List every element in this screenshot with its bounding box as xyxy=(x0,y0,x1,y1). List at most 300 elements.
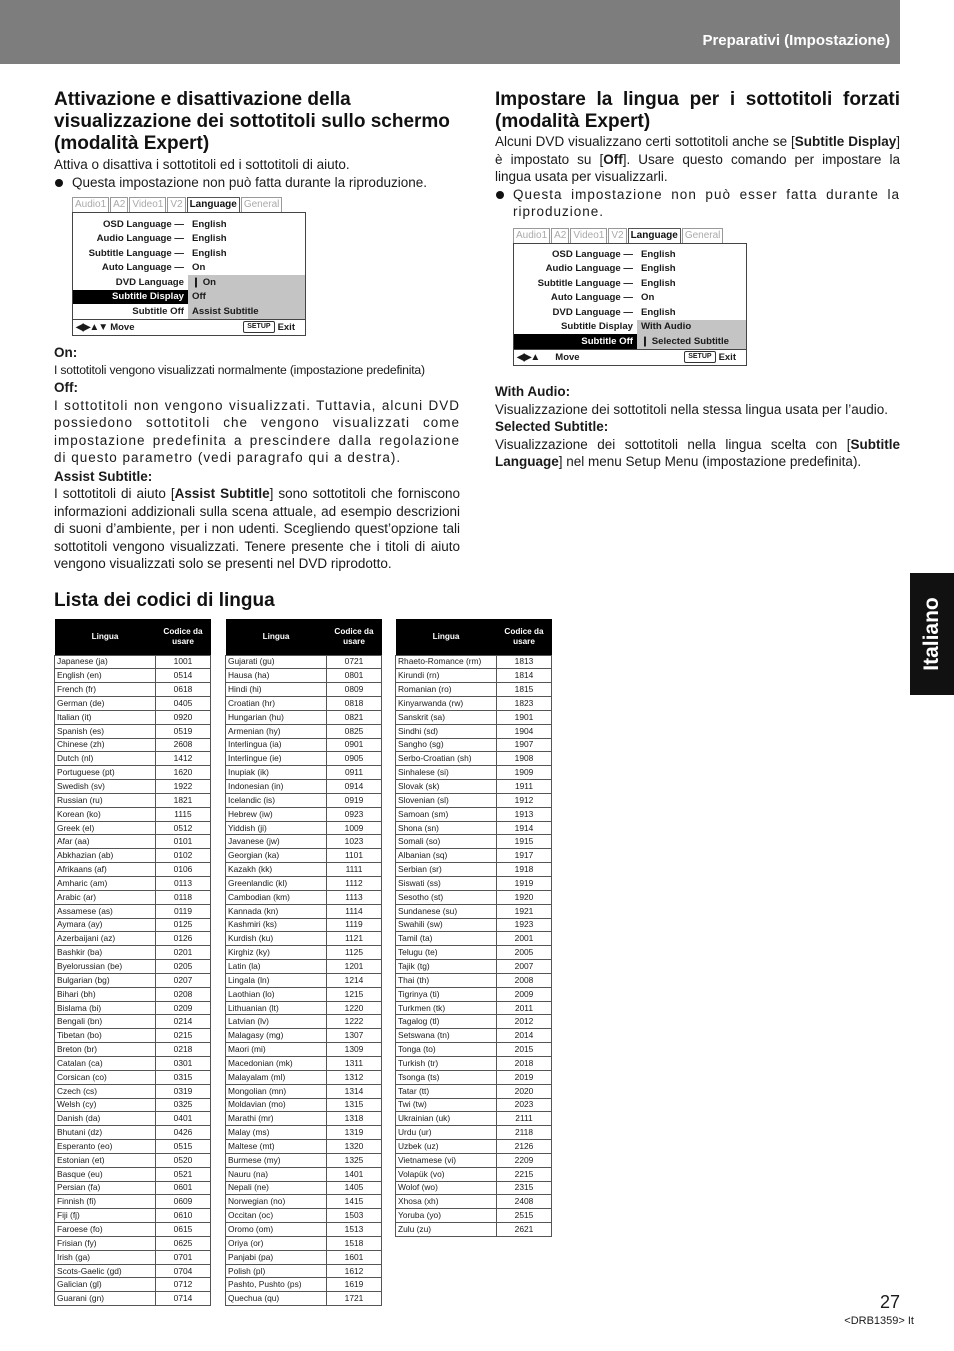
osd-tab-v2: V2 xyxy=(608,228,626,243)
language-code: 1921 xyxy=(497,904,552,918)
language-name: Tagalog (tl) xyxy=(396,1015,497,1029)
left-section-title: Attivazione e disattivazione della visualizzazione dei sottotitoli sullo schermo (modalità Expert) xyxy=(54,89,450,154)
osd-row-label: DVD Language xyxy=(115,276,184,288)
left-descriptions xyxy=(54,344,460,573)
osd-tab-audio1: Audio1 xyxy=(513,228,550,243)
assist-text: I sottotitoli di aiuto [Assist Subtitle] sono sottotitoli che forniscono informazioni addizionali sulla scena attuale, ad esempio descrizioni di suoni d’ambiente, per i non udenti. Scegliendo quest’opzione tali sottotitoli vengono visualizzati. Tenere presente che i titoli di aiuto vengono visualizzati solo se presenti nel DVD riprodotto. xyxy=(54,486,461,571)
language-name: Laothian (lo) xyxy=(226,987,327,1001)
language-name: Serbo-Croatian (sh) xyxy=(396,752,497,766)
language-code: 1315 xyxy=(327,1098,382,1112)
language-name: Italian (it) xyxy=(55,710,156,724)
language-name: Wolof (wo) xyxy=(396,1181,497,1195)
language-code: 2126 xyxy=(497,1140,552,1154)
table-row xyxy=(55,724,211,738)
table-row xyxy=(396,918,552,932)
language-name: Bengali (bn) xyxy=(55,1015,156,1029)
language-name: Macedonian (mk) xyxy=(226,1056,327,1070)
table-row xyxy=(55,877,211,891)
table-row xyxy=(55,1043,211,1057)
osd-row xyxy=(514,320,746,335)
language-code: 1503 xyxy=(327,1209,382,1223)
language-code: 1314 xyxy=(327,1084,382,1098)
table-row xyxy=(226,1001,382,1015)
language-code: 1919 xyxy=(497,877,552,891)
osd-row xyxy=(73,290,305,305)
table-row xyxy=(55,1098,211,1112)
language-code: 1112 xyxy=(327,877,382,891)
osd-row-label: Subtitle Language — xyxy=(88,247,184,259)
language-name: Hindi (hi) xyxy=(226,683,327,697)
off-text: I sottotitoli non vengono visualizzati. Tuttavia, alcuni DVD possiedono sottotitoli che vengono visualizzati come impostazione predefinita a prescindere dalla regolazione di questo parametro (vedi paragrafo qui a destra). xyxy=(54,397,460,465)
language-name: Esperanto (eo) xyxy=(55,1140,156,1154)
language-name: Tatar (tt) xyxy=(396,1084,497,1098)
language-name: Serbian (sr) xyxy=(396,863,497,877)
language-code: 0201 xyxy=(156,946,211,960)
table-row xyxy=(396,1001,552,1015)
language-code: 0405 xyxy=(156,697,211,711)
language-code: 1920 xyxy=(497,890,552,904)
language-name: Maltese (mt) xyxy=(226,1140,327,1154)
language-name: Burmese (my) xyxy=(226,1153,327,1167)
table-row xyxy=(396,890,552,904)
table-row xyxy=(55,1278,211,1292)
osd-tab-v2: V2 xyxy=(167,197,185,212)
language-name: Tonga (to) xyxy=(396,1043,497,1057)
column-header-code: Codice da usare xyxy=(327,619,382,655)
osd-row-label: Subtitle Display xyxy=(561,321,633,333)
table-row xyxy=(396,724,552,738)
language-code: 0901 xyxy=(327,738,382,752)
language-name: Icelandic (is) xyxy=(226,793,327,807)
table-row xyxy=(396,1167,552,1181)
language-code: 1115 xyxy=(156,807,211,821)
language-code-table-3 xyxy=(395,619,552,1237)
language-name: Korean (ko) xyxy=(55,807,156,821)
language-name: Chinese (zh) xyxy=(55,738,156,752)
language-code: 2020 xyxy=(497,1084,552,1098)
language-name: Sesotho (st) xyxy=(396,890,497,904)
table-row xyxy=(55,918,211,932)
language-code: 1113 xyxy=(327,890,382,904)
table-row xyxy=(226,960,382,974)
table-row xyxy=(226,849,382,863)
language-name: Armenian (hy) xyxy=(226,724,327,738)
language-name: Gujarati (gu) xyxy=(226,655,327,669)
table-row xyxy=(226,780,382,794)
table-row xyxy=(226,877,382,891)
osd-row xyxy=(514,334,746,349)
assist-label: Assist Subtitle: xyxy=(54,468,153,484)
language-code: 0118 xyxy=(156,890,211,904)
table-row xyxy=(396,655,552,669)
table-row xyxy=(396,1209,552,1223)
table-row xyxy=(396,752,552,766)
left-intro-text: Attiva o disattiva i sottotitoli ed i sottotitoli di aiuto. xyxy=(54,157,350,172)
table-row xyxy=(226,1181,382,1195)
language-name: Rhaeto-Romance (rm) xyxy=(396,655,497,669)
language-code: 1823 xyxy=(497,697,552,711)
table-row xyxy=(55,946,211,960)
table-row xyxy=(55,1181,211,1195)
language-name: Occitan (oc) xyxy=(226,1209,327,1223)
language-name: Xhosa (xh) xyxy=(396,1195,497,1209)
language-code: 2015 xyxy=(497,1043,552,1057)
language-name: Estonian (et) xyxy=(55,1153,156,1167)
language-name: Faroese (fo) xyxy=(55,1223,156,1237)
table-row xyxy=(55,1084,211,1098)
language-code: 1214 xyxy=(327,973,382,987)
language-name: Czech (cs) xyxy=(55,1084,156,1098)
osd-row xyxy=(514,247,746,262)
table-row xyxy=(55,1029,211,1043)
language-code: 2007 xyxy=(497,960,552,974)
language-name: Siswati (ss) xyxy=(396,877,497,891)
table-row xyxy=(55,793,211,807)
language-code: 0914 xyxy=(327,780,382,794)
osd-row-label: DVD Language — xyxy=(552,306,633,318)
language-code: 2009 xyxy=(497,987,552,1001)
table-row xyxy=(226,1140,382,1154)
language-code: 1907 xyxy=(497,738,552,752)
table-row xyxy=(226,669,382,683)
header-bar xyxy=(0,0,900,64)
setup-key-icon: SETUP xyxy=(243,321,274,333)
table-row xyxy=(226,1264,382,1278)
table-row xyxy=(396,683,552,697)
language-code: 0601 xyxy=(156,1181,211,1195)
language-code: 0920 xyxy=(156,710,211,724)
language-code: 0704 xyxy=(156,1264,211,1278)
language-name: Basque (eu) xyxy=(55,1167,156,1181)
language-code: 1309 xyxy=(327,1043,382,1057)
table-row xyxy=(226,1029,382,1043)
table-row xyxy=(396,960,552,974)
language-code: 1815 xyxy=(497,683,552,697)
language-code: 2018 xyxy=(497,1056,552,1070)
language-name: Sinhalese (si) xyxy=(396,766,497,780)
table-row xyxy=(226,1209,382,1223)
language-name: Irish (ga) xyxy=(55,1250,156,1264)
language-name: Somali (so) xyxy=(396,835,497,849)
right-intro-text: Alcuni DVD visualizzano certi sottotitoli anche se [Subtitle Display] è impostato su [Off]. Usare questo comando per impostare la lingua usata per visualizzarli. xyxy=(495,134,900,184)
language-name: Lingala (ln) xyxy=(226,973,327,987)
language-code: 0214 xyxy=(156,1015,211,1029)
language-code: 0301 xyxy=(156,1056,211,1070)
table-row xyxy=(55,655,211,669)
language-name: Telugu (te) xyxy=(396,946,497,960)
language-name: Amharic (am) xyxy=(55,877,156,891)
language-code: 0426 xyxy=(156,1126,211,1140)
language-name: Indonesian (in) xyxy=(226,780,327,794)
table-row xyxy=(226,697,382,711)
language-code: 1101 xyxy=(327,849,382,863)
language-name: Galician (gl) xyxy=(55,1278,156,1292)
table-row xyxy=(396,946,552,960)
column-header-language: Lingua xyxy=(226,619,327,655)
table-row xyxy=(55,1292,211,1306)
osd-row xyxy=(73,246,305,261)
language-code: 1405 xyxy=(327,1181,382,1195)
language-name: Byelorussian (be) xyxy=(55,960,156,974)
language-name: Malay (ms) xyxy=(226,1126,327,1140)
language-name: Sundanese (su) xyxy=(396,904,497,918)
language-name: Afrikaans (af) xyxy=(55,863,156,877)
language-name: Azerbaijani (az) xyxy=(55,932,156,946)
page-number: 27 xyxy=(880,1292,901,1312)
table-row xyxy=(226,918,382,932)
table-row xyxy=(226,1098,382,1112)
language-code: 0102 xyxy=(156,849,211,863)
language-code: 2011 xyxy=(497,1001,552,1015)
osd-row-value: Off xyxy=(188,290,305,305)
language-name: Guarani (gn) xyxy=(55,1292,156,1306)
language-name: Pashto, Pushto (ps) xyxy=(226,1278,327,1292)
language-code: 1912 xyxy=(497,793,552,807)
osd-row-label: Subtitle Language — xyxy=(537,277,633,289)
language-name: Hebrew (iw) xyxy=(226,807,327,821)
language-code: 2008 xyxy=(497,973,552,987)
language-name: Russian (ru) xyxy=(55,793,156,807)
language-code: 1901 xyxy=(497,710,552,724)
osd-bottom-bar xyxy=(514,349,746,365)
document-code: <DRB1359> It xyxy=(844,1315,914,1327)
column-header-code: Codice da usare xyxy=(497,619,552,655)
language-code: 0514 xyxy=(156,669,211,683)
language-code: 0519 xyxy=(156,724,211,738)
language-name: Kazakh (kk) xyxy=(226,863,327,877)
right-section-title: Impostare la lingua per i sottotitoli forzati (modalità Expert) xyxy=(495,89,900,132)
table-row xyxy=(396,1070,552,1084)
language-code: 2215 xyxy=(497,1167,552,1181)
language-code: 0721 xyxy=(327,655,382,669)
language-name: Samoan (sm) xyxy=(396,807,497,821)
table-row xyxy=(396,877,552,891)
language-name: Abkhazian (ab) xyxy=(55,849,156,863)
language-name: Frisian (fy) xyxy=(55,1236,156,1250)
language-name: Twi (tw) xyxy=(396,1098,497,1112)
table-row xyxy=(226,987,382,1001)
language-code: 0701 xyxy=(156,1250,211,1264)
language-name: Javanese (jw) xyxy=(226,835,327,849)
language-code: 0101 xyxy=(156,835,211,849)
language-name: Bashkir (ba) xyxy=(55,946,156,960)
language-name: Finnish (fi) xyxy=(55,1195,156,1209)
off-label: Off: xyxy=(54,380,78,395)
language-code: 0809 xyxy=(327,683,382,697)
language-name: Tsonga (ts) xyxy=(396,1070,497,1084)
language-name: Croatian (hr) xyxy=(226,697,327,711)
table-row xyxy=(226,724,382,738)
language-code: 2111 xyxy=(497,1112,552,1126)
language-name: Hungarian (hu) xyxy=(226,710,327,724)
language-code: 2012 xyxy=(497,1015,552,1029)
osd-row xyxy=(514,276,746,291)
language-code: 2621 xyxy=(497,1223,552,1237)
table-row xyxy=(55,1112,211,1126)
table-row xyxy=(396,1112,552,1126)
osd-row-label: OSD Language — xyxy=(551,248,633,260)
table-row xyxy=(55,669,211,683)
language-name: Inupiak (ik) xyxy=(226,766,327,780)
language-code: 2118 xyxy=(497,1126,552,1140)
language-name: Mongolian (mn) xyxy=(226,1084,327,1098)
arrow-keys-icon: ◀▶▲ xyxy=(517,351,540,363)
language-code: 1619 xyxy=(327,1278,382,1292)
table-row xyxy=(226,738,382,752)
table-row xyxy=(396,738,552,752)
table-row xyxy=(396,766,552,780)
osd-tab-language: Language xyxy=(628,228,681,243)
osd-tabs xyxy=(513,228,747,243)
osd-row-value: English xyxy=(641,263,676,275)
left-bullet: Questa impostazione non può fatta durante la riproduzione. xyxy=(54,174,459,192)
language-code: 1513 xyxy=(327,1223,382,1237)
language-side-tab xyxy=(910,573,954,695)
language-code: 0106 xyxy=(156,863,211,877)
table-row xyxy=(396,987,552,1001)
language-name: Dutch (nl) xyxy=(55,752,156,766)
language-name: Romanian (ro) xyxy=(396,683,497,697)
table-row xyxy=(226,1070,382,1084)
table-row xyxy=(226,1084,382,1098)
table-row xyxy=(226,1126,382,1140)
codes-title: Lista dei codici di lingua xyxy=(54,590,275,611)
on-text: I sottotitoli vengono visualizzati normalmente (impostazione predefinita) xyxy=(54,362,425,377)
table-row xyxy=(55,1140,211,1154)
language-name: Bulgarian (bg) xyxy=(55,973,156,987)
table-row xyxy=(226,807,382,821)
table-row xyxy=(55,1153,211,1167)
language-name: English (en) xyxy=(55,669,156,683)
table-row xyxy=(396,1043,552,1057)
language-name: Shona (sn) xyxy=(396,821,497,835)
table-row xyxy=(226,821,382,835)
language-code: 1318 xyxy=(327,1112,382,1126)
language-name: Quechua (qu) xyxy=(226,1292,327,1306)
table-row xyxy=(226,1292,382,1306)
table-row xyxy=(396,973,552,987)
language-name: Malayalam (ml) xyxy=(226,1070,327,1084)
language-name: Tibetan (bo) xyxy=(55,1029,156,1043)
table-row xyxy=(226,1236,382,1250)
arrow-keys-icon: ◀▶▲▼ xyxy=(76,321,108,333)
language-name: Moldavian (mo) xyxy=(226,1098,327,1112)
language-name: Tajik (tg) xyxy=(396,960,497,974)
language-name: Turkish (tr) xyxy=(396,1056,497,1070)
language-name: Latin (la) xyxy=(226,960,327,974)
language-name: Yiddish (ji) xyxy=(226,821,327,835)
language-code: 0119 xyxy=(156,904,211,918)
language-code: 1620 xyxy=(156,766,211,780)
table-row xyxy=(396,1181,552,1195)
table-row xyxy=(396,821,552,835)
osd-row-value: English xyxy=(641,277,676,289)
language-name: Danish (da) xyxy=(55,1112,156,1126)
language-name: Malagasy (mg) xyxy=(226,1029,327,1043)
selected-subtitle-text: Visualizzazione dei sottotitoli nella lingua scelta con [Subtitle Language] nel menu Setup Menu (impostazione predefinita). xyxy=(495,436,900,469)
language-name: Bihari (bh) xyxy=(55,987,156,1001)
language-name: Kashmiri (ks) xyxy=(226,918,327,932)
table-row xyxy=(55,1056,211,1070)
table-row xyxy=(55,1236,211,1250)
language-code: 0615 xyxy=(156,1223,211,1237)
language-name: Portuguese (pt) xyxy=(55,766,156,780)
with-audio-text: Visualizzazione dei sottotitoli nella stessa lingua usata per l’audio. xyxy=(495,401,888,417)
language-code: 0825 xyxy=(327,724,382,738)
language-name: Turkmen (tk) xyxy=(396,1001,497,1015)
language-code: 1121 xyxy=(327,932,382,946)
language-code: 1922 xyxy=(156,780,211,794)
language-code: 1023 xyxy=(327,835,382,849)
osd-exit-label: Exit xyxy=(277,321,295,333)
table-row xyxy=(226,683,382,697)
osd-row xyxy=(73,217,305,232)
language-code: 1908 xyxy=(497,752,552,766)
language-name: Nauru (na) xyxy=(226,1167,327,1181)
osd-move-label: Move xyxy=(110,321,135,333)
language-code: 2209 xyxy=(497,1153,552,1167)
language-code: 0818 xyxy=(327,697,382,711)
language-code: 1215 xyxy=(327,987,382,1001)
osd-row-value: English xyxy=(192,218,227,230)
table-row xyxy=(226,710,382,724)
table-row xyxy=(55,752,211,766)
osd-row xyxy=(73,275,305,290)
language-code: 1311 xyxy=(327,1056,382,1070)
table-row xyxy=(396,904,552,918)
table-row xyxy=(226,793,382,807)
table-row xyxy=(396,1126,552,1140)
table-row xyxy=(55,973,211,987)
table-row xyxy=(396,697,552,711)
language-code: 0609 xyxy=(156,1195,211,1209)
language-code: 0911 xyxy=(327,766,382,780)
table-row xyxy=(226,1153,382,1167)
language-name: Spanish (es) xyxy=(55,724,156,738)
osd-tabs xyxy=(72,197,306,212)
table-row xyxy=(226,932,382,946)
language-code: 2014 xyxy=(497,1029,552,1043)
language-name: German (de) xyxy=(55,697,156,711)
table-row xyxy=(396,1098,552,1112)
language-name: Marathi (mr) xyxy=(226,1112,327,1126)
language-name: Slovak (sk) xyxy=(396,780,497,794)
table-row xyxy=(396,1015,552,1029)
language-name: Nepali (ne) xyxy=(226,1181,327,1195)
osd-row xyxy=(514,305,746,320)
table-row xyxy=(226,1250,382,1264)
osd-row-label: Subtitle Display xyxy=(73,290,188,305)
table-row xyxy=(226,1015,382,1029)
table-row xyxy=(396,710,552,724)
table-row xyxy=(396,932,552,946)
language-name: Welsh (cy) xyxy=(55,1098,156,1112)
table-row xyxy=(396,1056,552,1070)
language-name: Afar (aa) xyxy=(55,835,156,849)
right-descriptions xyxy=(495,383,900,471)
osd-tab-video1: Video1 xyxy=(129,197,166,212)
language-name: Bhutani (dz) xyxy=(55,1126,156,1140)
language-name: Kannada (kn) xyxy=(226,904,327,918)
osd-row-label: Subtitle Off xyxy=(514,334,637,349)
osd-row-value: Assist Subtitle xyxy=(188,304,305,319)
selected-subtitle-label: Selected Subtitle: xyxy=(495,419,609,434)
osd-tab-a2: A2 xyxy=(551,228,569,243)
language-code: 2001 xyxy=(497,932,552,946)
language-code: 0315 xyxy=(156,1070,211,1084)
table-row xyxy=(396,1223,552,1237)
table-row xyxy=(55,1070,211,1084)
